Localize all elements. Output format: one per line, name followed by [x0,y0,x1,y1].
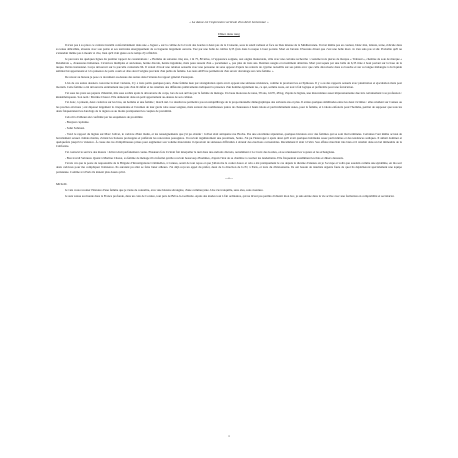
page-number: 1 [228,434,230,438]
paragraph: Je parcours les quelques lignes du premier rapport de constatations : « Homme de soixante cinq ans, 1 m 75, 80 kilos, à l'apparence soignée, aux ongles manucurés, vêtu avec une certaine recherche : costume trois pièces de marque « Trabaud », chemise de soie de marque « Désidérata », chaussures italiennes. Cicatrices multiples et anciennes, hernie discale, hernie inguinale, mais peau ressent d'un « pacemaker », pas plus de trois ans. Dentiers usagés et récemment détartrés. Mort provoquée par une balle de 6,35 tirée à bout portant sur la base de la nuque. Décès instantané. Corps découvert sur la parcelle cadastrale 96. Il venait d'avoir une relation sexuelle avec une personne de sexe opposé d'après les relevés de cyprine recueillis sur ses pénis avec que celle découverte dans sa bouche et sur sa langue mélangée à du liquide séminal lui appartenant et à la présence de poils courts et drus dont l'origine provient d'un pubis de femme. Les tests ADN ne permettront d'en savoir davantage sur cette femme. » [56,56,402,74]
paragraph: - Bon travail Sabrussi. Quant à Martine Chazot, sa femme de ménage m'a informé qu'elle recevait beaucoup d'hommes, d'après l'état de sa chambre à coucher les lendemains. Elle fréquentait assidûment les thés et dîners dansants. [65,155,344,160]
paragraph: Je suis venue au monde dans la France profonde, dans un coin de Corrèze, tout près de Brive-la-Gaillarde. Après des études tout à fait ordinaires, qui ne m'ont pas permis d'obtenir mon bac, je suis entrée dans la vie active avec une formation en comptabilité et secrétariat. [65,193,395,198]
section-separator: ---o--- [225,175,233,180]
paragraph: J'avais cru que le poste de responsable de la Brigade d'Investigations Criminelles, à Cannes, serait de tout repos et que j'allais me la couler douce et cela a été pratiquement le cas depuis la dizaine d'années où je l'occupe et voilà que soudain comme une épidémie, en ma sort deux cadavres pour me compliquer l'existence. Ils auraient pu aller se faire buter ailleurs. J'ai déjà reçu un appel du préfet, deux de la direction de la PJ, à Paris, et trois du divisionnaire. Ils ont besoin de résultats urgents faute de quoi ils dépêcheront spécialement une équipe parisienne. Comme si à Paris ils étaient plus doués qu'ici. [56,161,402,174]
dialogue-line: - Bonjour capitaine. [65,120,90,125]
paragraph: Je vais vous raconter l'histoire d'une femme que je viens de connaître, avec une histoire étrangère, d'une commerçante. Une vie tranquille, sans alea, sans aventure. [65,187,264,192]
paragraph: De retour au bureau je pose ce document au-dessus des autres dans l'attente du rapport général d'autopsie. [65,75,194,80]
section-heading: Dîner dans rang [218,32,240,37]
paragraph: J'ai donc, à présent, deux cadavres sur les bras, un homme et une femme ; match nul. Ce résultat ne permettra pas un rééquilibrage de la proportionnelle démographique des suivants ans et plus. Il existe quelques similitudes entre les deux victimes : elles résident sur Cannes ou les proches environs ; ont dépassé largement la cinquantaine et l'examen de leur garde robe assez soignée, mais surtout des nombreuses paires de chaussures à hauts talons et particulièrement usées, pour la femme, et à talons enfoncés pour l'homme, permet de supposer que tous les deux fréquentaient les dancings de la région ou au moins pratiquaient les couples de proximité. [56,100,402,113]
paragraph: Il n'est pas à sa place ce cadavre installé confortablement dans une « Jaguar » sur la colline de la Croix des Gardes à deux pas de la Croisette, sous le soleil radieux et face au bleu intense de la Méditerranée. Il n'est même pas en couleur, blanc mat, laiteux, terne, ridicule dans sa tenue débraillée, absente avec son patrie et ses testicules énergiquement de sa baguette largement ouverte. Tué par une balle de calibre 6,35 (très dans la nuque à bout portant. Mort en buvant. D'aucuns diront que c'est une belle mort. Je n'en suis pas si sûr. Probable qu'il ne s'attendait même pas à mourir si vite, bien qu'il n'ait guère eu le temps d'y réfléchir. [56,42,402,55]
epigraph: « La danse est l'expression verticale d'un désir horizontal. » [189,20,269,24]
page-content [56,20,402,199]
paragraph: J'ai contacté le service des mœurs : Jolivet était parfaitement connu. Plusieurs fois il s'était fait interpeller la nuit dans des endroits discrets, notamment à La Croix des Gardes, où se réunissent les voyeurs et les échangistes. [65,149,335,154]
paragraph: J'ai sous les yeux ses papiers d'identité, mis sous scellés après la découverte du corps, lors de son arrivée par la femme de ménage. Un beau monceau de nana, 58 ans, 1m70, 48 kg, d'après le légiste, une musculature assez impressionnante due très certainement à sa profession : kinésithérapeute. Son nom : Martine Chazot. Elle demeurait dans un petit appartement au-dessus de son cabinet. [56,90,402,99]
dialogue-line: - Salut Sabrussi. [65,125,85,130]
paragraph: L'un de ces autres dossiers concerne la mort violente, il y a trois petits quelques jours, d'une femme tuée par strangulation après avoir opposé une sérieuse résistance, comme le prouvent les ecchymoses. Il y a eu des rapports sexuels avec pénétration et ejaculation mais post mortem. Cette femme a été découverte entièrement nue près d'un lit défait et les résultats des différents prélèvements indiquent la présence d'un homme également nu, ce qui, somme toute, est tout à fait logique et préférable pour une fornication. [56,80,402,89]
chapter-name: Michelle. [56,182,68,187]
paragraph: Cela m'a d'ailleurs été confirmé par les enquêteurs de proximité. [65,114,144,119]
dialogue-line: - Voici le rapport du légiste sur Marc Jolivet, le cadavre d'hier matin, et les renseignements que j'ai pu obtenir : Jolivet était antiquaire rue Hoche. Pas une excellente réputation, quelques histoires avec des femmes qui se sont mal terminées. Certaines l'ont même accusé de harcèlement sexuel. Jamais mariés, évitant les liaisons prolongées et préférant les rencontres passagères. Il recevait régulièrement une prostituée, Sonia. J'ai pu l'interroger à après ainsi qu'il avait quelques habitudes assez particulières et des tendances sadiques. Il aimait dominer et quelquefois jusqu'à la violence. À cause des tas d'emplâtreuses prises pour augmenter son volume musculaire il éprouvait de sérieuses difficultés à obtenir des érections convenables. Récemment il était à l'abri. Son affaire marchait très bien et il résidait dans un bel immeuble de la Californie. [56,131,402,149]
